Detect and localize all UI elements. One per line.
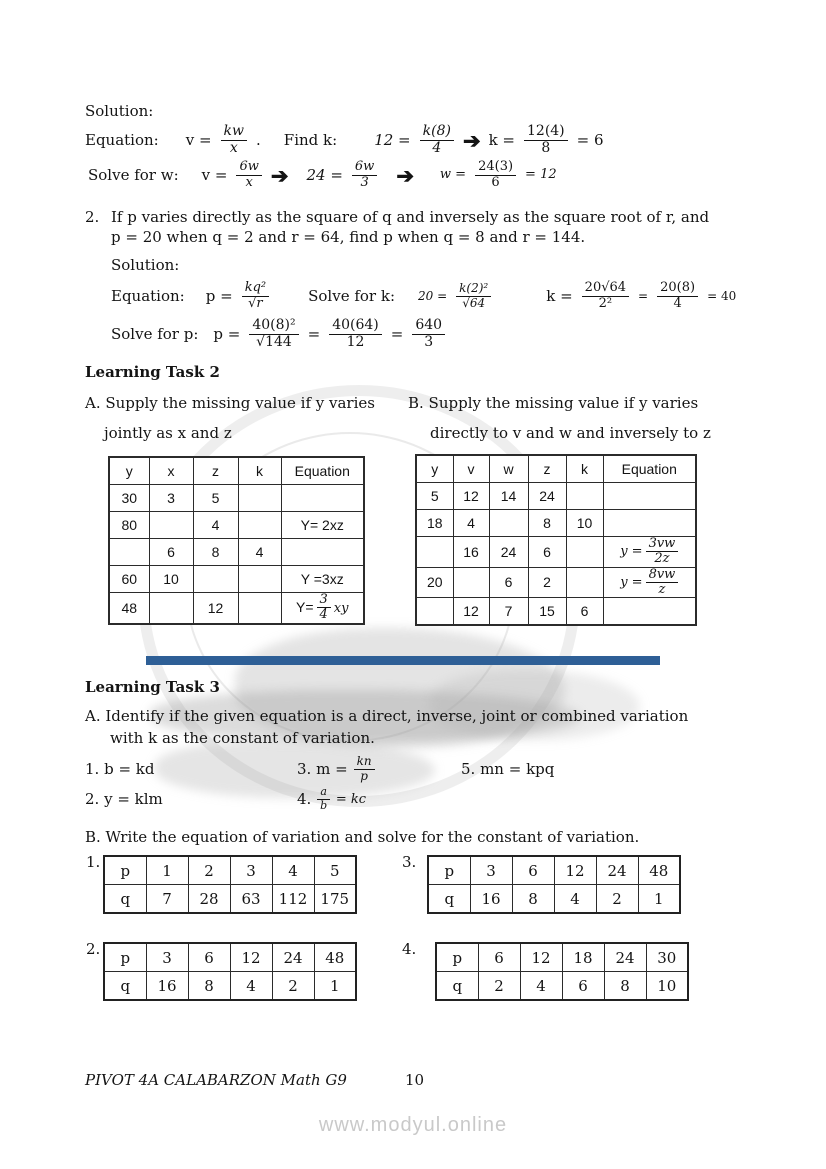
- equation-label: Equation:: [85, 130, 159, 149]
- math-term: 12 =: [374, 130, 411, 149]
- task2-table-b: [415, 454, 697, 626]
- table-cell: [603, 567, 696, 598]
- table-cell: [489, 510, 528, 537]
- table-cell: 12: [453, 483, 489, 510]
- task2-table-a: [108, 456, 365, 625]
- math-term: = 12: [525, 167, 557, 183]
- table-cell: 3: [149, 485, 193, 512]
- fraction: $\frac{20(8)}{4}$: [657, 281, 698, 311]
- problem-line2: p = 20 when q = 2 and r = 64, find p when q = 8 and r = 144.: [111, 228, 586, 247]
- table-cell: 1: [638, 885, 680, 914]
- section-e-letter: E: [95, 635, 116, 666]
- problem-number: 2.: [85, 208, 100, 226]
- table-cell: 12: [520, 943, 562, 972]
- table-cell: 30: [109, 485, 149, 512]
- table-cell: 16: [470, 885, 512, 914]
- table-cell: [416, 598, 453, 626]
- table-cell: 4: [238, 539, 281, 566]
- table-cell: 16: [146, 972, 188, 1001]
- math-term: = 40: [707, 289, 737, 303]
- table-cell: 7: [146, 885, 188, 914]
- table-cell: p: [428, 856, 470, 885]
- math-term: =: [307, 324, 321, 343]
- table-cell: 8: [193, 539, 238, 566]
- footer-book-title: PIVOT 4A CALABARZON Math G9: [85, 1071, 347, 1089]
- task3-table-2: [103, 942, 357, 1001]
- table-cell: 8: [512, 885, 554, 914]
- task3-item-5: 5. mn = kpq: [461, 759, 555, 778]
- fraction: $\frac{24(3)}{6}$: [475, 160, 516, 190]
- table-cell: 3: [146, 943, 188, 972]
- table-cell: 10: [646, 972, 688, 1001]
- table-header-cell: k: [566, 455, 603, 483]
- item-number: 4.: [297, 789, 312, 808]
- table-cell: [238, 566, 281, 593]
- table-cell: 18: [416, 510, 453, 537]
- table-cell: [149, 512, 193, 539]
- table-cell: 8: [604, 972, 646, 1001]
- task3-table-4: [435, 942, 689, 1001]
- learning-task-3-title: Learning Task 3: [85, 678, 220, 696]
- table-cell: [281, 485, 364, 512]
- table-cell: [453, 567, 489, 598]
- table-cell: 1: [314, 972, 356, 1001]
- table-cell: [238, 485, 281, 512]
- math-term: v =: [201, 165, 228, 184]
- task3-table-3: [427, 855, 681, 914]
- fraction: $\frac{20√64}{\text{2²}}$: [582, 281, 629, 311]
- table-header-cell: y: [416, 455, 453, 483]
- solution1-label: Solution:: [85, 102, 154, 120]
- table-cell: [238, 593, 281, 624]
- fraction: $\frac{8vw}{z}$: [646, 568, 679, 598]
- math-term: v =: [185, 130, 212, 149]
- site-watermark: www.modyul.online: [318, 1114, 508, 1136]
- table-cell: [238, 512, 281, 539]
- math-term: k =: [546, 286, 573, 305]
- table-cell: 3: [230, 856, 272, 885]
- table-cell: 5: [314, 856, 356, 885]
- table-cell: 4: [453, 510, 489, 537]
- table-cell: [603, 483, 696, 510]
- table-header-cell: x: [149, 457, 193, 485]
- table-cell: 12: [230, 943, 272, 972]
- table-cell: 24: [489, 537, 528, 568]
- table-cell: 63: [230, 885, 272, 914]
- fraction: $\frac{\text{kq²}}{√r}$: [242, 281, 269, 311]
- table-cell: 60: [109, 566, 149, 593]
- table-cell: 6: [149, 539, 193, 566]
- stamp-watermark-blob: [430, 670, 640, 740]
- table-cell: [603, 537, 696, 568]
- solve-k-label: Solve for k:: [308, 286, 395, 305]
- table-cell: 16: [453, 537, 489, 568]
- arrow-icon: ➔: [396, 162, 413, 188]
- table-cell: [566, 567, 603, 598]
- fraction: $\frac{kn}{p}$: [354, 755, 375, 782]
- table-cell: Y= 2xz: [281, 512, 364, 539]
- math-term: 20 =: [418, 289, 448, 303]
- section-divider-rule: [146, 656, 660, 665]
- task2-instruction-a-line1: A. Supply the missing value if y varies: [85, 394, 375, 412]
- fraction: $\frac{640}{3}$: [412, 318, 445, 350]
- problem-2: [85, 207, 750, 248]
- table-2-label: 2.: [86, 940, 101, 958]
- math-term: w =: [439, 167, 467, 183]
- table-cell: q: [428, 885, 470, 914]
- problem-text: [111, 207, 709, 248]
- solve-w-label: Solve for w:: [88, 165, 179, 184]
- table-cell: [603, 598, 696, 626]
- table-cell: 1: [146, 856, 188, 885]
- table-cell: 4: [520, 972, 562, 1001]
- table-cell: 24: [272, 943, 314, 972]
- task3-items-row2: [85, 782, 366, 816]
- table-cell: 28: [188, 885, 230, 914]
- table-cell: [416, 537, 453, 568]
- table-cell: 15: [528, 598, 566, 626]
- math-term: p =: [205, 286, 233, 305]
- fraction: $\frac{a}{b}$: [317, 786, 330, 811]
- math-term: = kc: [335, 791, 367, 807]
- equation-line-solve-p: [111, 312, 445, 356]
- table-header-cell: w: [489, 455, 528, 483]
- table-header-cell: v: [453, 455, 489, 483]
- task3-item-2: 2. y = klm: [85, 789, 163, 808]
- table-cell: 12: [193, 593, 238, 624]
- equation-line-solve-w: [88, 155, 557, 195]
- table-cell: 24: [596, 856, 638, 885]
- table-header-cell: y: [109, 457, 149, 485]
- table-cell: p: [104, 856, 146, 885]
- table-cell: 24: [528, 483, 566, 510]
- table-cell: p: [436, 943, 478, 972]
- table-cell: 4: [272, 856, 314, 885]
- table-cell: 112: [272, 885, 314, 914]
- table-cell: 6: [528, 537, 566, 568]
- table-cell: 175: [314, 885, 356, 914]
- table-header-cell: k: [238, 457, 281, 485]
- table-cell: 6: [478, 943, 520, 972]
- table-cell: [281, 539, 364, 566]
- task2-instruction-b-line2: directly to v and w and inversely to z: [430, 424, 711, 442]
- equation-prefix: y =: [620, 574, 643, 590]
- table-cell: 8: [528, 510, 566, 537]
- task3-instruction-a-line2: with k as the constant of variation.: [110, 729, 375, 747]
- table-cell: [603, 510, 696, 537]
- table-cell: 5: [416, 483, 453, 510]
- table-cell: 20: [416, 567, 453, 598]
- footer-page-number: 10: [405, 1071, 425, 1089]
- table-cell: [281, 593, 364, 624]
- fraction: $\frac{k(8)}{4}$: [420, 124, 454, 156]
- table-cell: 80: [109, 512, 149, 539]
- table-cell: 14: [489, 483, 528, 510]
- table-cell: 6: [512, 856, 554, 885]
- math-term: .: [256, 130, 261, 149]
- math-term: 24 =: [306, 165, 343, 184]
- table-cell: 2: [188, 856, 230, 885]
- fraction: $\frac{40(64)}{12}$: [329, 318, 382, 350]
- fraction: $\frac{3}{4}$: [317, 593, 331, 623]
- table-cell: [566, 537, 603, 568]
- table-cell: 48: [109, 593, 149, 624]
- equation-label: Equation:: [111, 286, 185, 305]
- table-cell: 8: [188, 972, 230, 1001]
- fraction: $\frac{\text{40(8)²}}{√144}$: [249, 318, 298, 350]
- table-cell: [566, 483, 603, 510]
- table-1-label: 1.: [86, 853, 101, 871]
- problem-line1: If p varies directly as the square of q and inversely as the square root of r, and: [111, 208, 710, 226]
- learning-task-2-title: Learning Task 2: [85, 363, 220, 381]
- math-term: k =: [488, 130, 515, 149]
- table-4-label: 4.: [402, 940, 417, 958]
- section-e-badge: [82, 627, 129, 674]
- table-cell: 6: [562, 972, 604, 1001]
- table-cell: [193, 566, 238, 593]
- table-cell: 3: [470, 856, 512, 885]
- fraction: $\frac{12(4)}{8}$: [524, 124, 568, 156]
- arrow-icon: ➔: [270, 162, 288, 188]
- table-cell: p: [104, 943, 146, 972]
- table-cell: 12: [554, 856, 596, 885]
- table-cell: q: [104, 885, 146, 914]
- table-cell: 4: [554, 885, 596, 914]
- table-cell: [149, 593, 193, 624]
- table-cell: q: [436, 972, 478, 1001]
- math-term: = 6: [576, 130, 604, 149]
- table-cell: 24: [604, 943, 646, 972]
- task3-instruction-b: B. Write the equation of variation and solve for the constant of variation.: [85, 828, 640, 846]
- task3-instruction-a-line1: A. Identify if the given equation is a direct, inverse, joint or combined variation: [85, 707, 689, 725]
- table-header-cell: Equation: [603, 455, 696, 483]
- table-cell: 10: [566, 510, 603, 537]
- table-header-cell: Equation: [281, 457, 364, 485]
- table-cell: q: [104, 972, 146, 1001]
- table-cell: 7: [489, 598, 528, 626]
- equation-suffix: xy: [333, 600, 349, 616]
- table-cell: 2: [272, 972, 314, 1001]
- task2-instruction-b-line1: B. Supply the missing value if y varies: [408, 394, 699, 412]
- table-cell: 12: [453, 598, 489, 626]
- find-k-label: Find k:: [283, 130, 338, 149]
- table-cell: 2: [478, 972, 520, 1001]
- table-cell: 4: [193, 512, 238, 539]
- math-term: p =: [213, 324, 241, 343]
- table-cell: 18: [562, 943, 604, 972]
- table-header-cell: z: [528, 455, 566, 483]
- fraction: $\frac{\text{k(2)²}}{√64}$: [456, 282, 491, 309]
- table-cell: 6: [566, 598, 603, 626]
- task3-item-3: [297, 755, 452, 782]
- fraction: $\frac{6w}{x}$: [236, 160, 261, 190]
- table-cell: Y =3xz: [281, 566, 364, 593]
- task3-items-row1: [85, 752, 665, 786]
- task3-item-4: [297, 786, 366, 811]
- task3-table-1: [103, 855, 357, 914]
- task2-instruction-a-line2: jointly as x and z: [104, 424, 232, 442]
- fraction: $\frac{3vw}{2z}$: [646, 537, 679, 567]
- math-term: =: [390, 324, 404, 343]
- table-header-cell: z: [193, 457, 238, 485]
- table-cell: [109, 539, 149, 566]
- table-cell: 6: [489, 567, 528, 598]
- table-cell: 5: [193, 485, 238, 512]
- fraction: $\frac{kw}{x}$: [221, 124, 247, 156]
- fraction: $\frac{6w}{3}$: [352, 160, 377, 190]
- task3-item-1: 1. b = kd: [85, 759, 155, 778]
- table-cell: 2: [596, 885, 638, 914]
- solution2-label: Solution:: [111, 256, 180, 274]
- table-cell: 2: [528, 567, 566, 598]
- solve-p-label: Solve for p:: [111, 324, 199, 343]
- table-cell: 48: [638, 856, 680, 885]
- math-term: 3. m =: [297, 759, 348, 778]
- arrow-icon: ➔: [462, 127, 480, 153]
- equation-prefix: Y=: [296, 598, 314, 615]
- equation-prefix: y =: [620, 544, 643, 560]
- table-3-label: 3.: [402, 853, 417, 871]
- table-cell: 48: [314, 943, 356, 972]
- table-cell: 10: [149, 566, 193, 593]
- math-term: =: [638, 289, 649, 303]
- table-cell: 6: [188, 943, 230, 972]
- table-cell: 30: [646, 943, 688, 972]
- table-cell: 4: [230, 972, 272, 1001]
